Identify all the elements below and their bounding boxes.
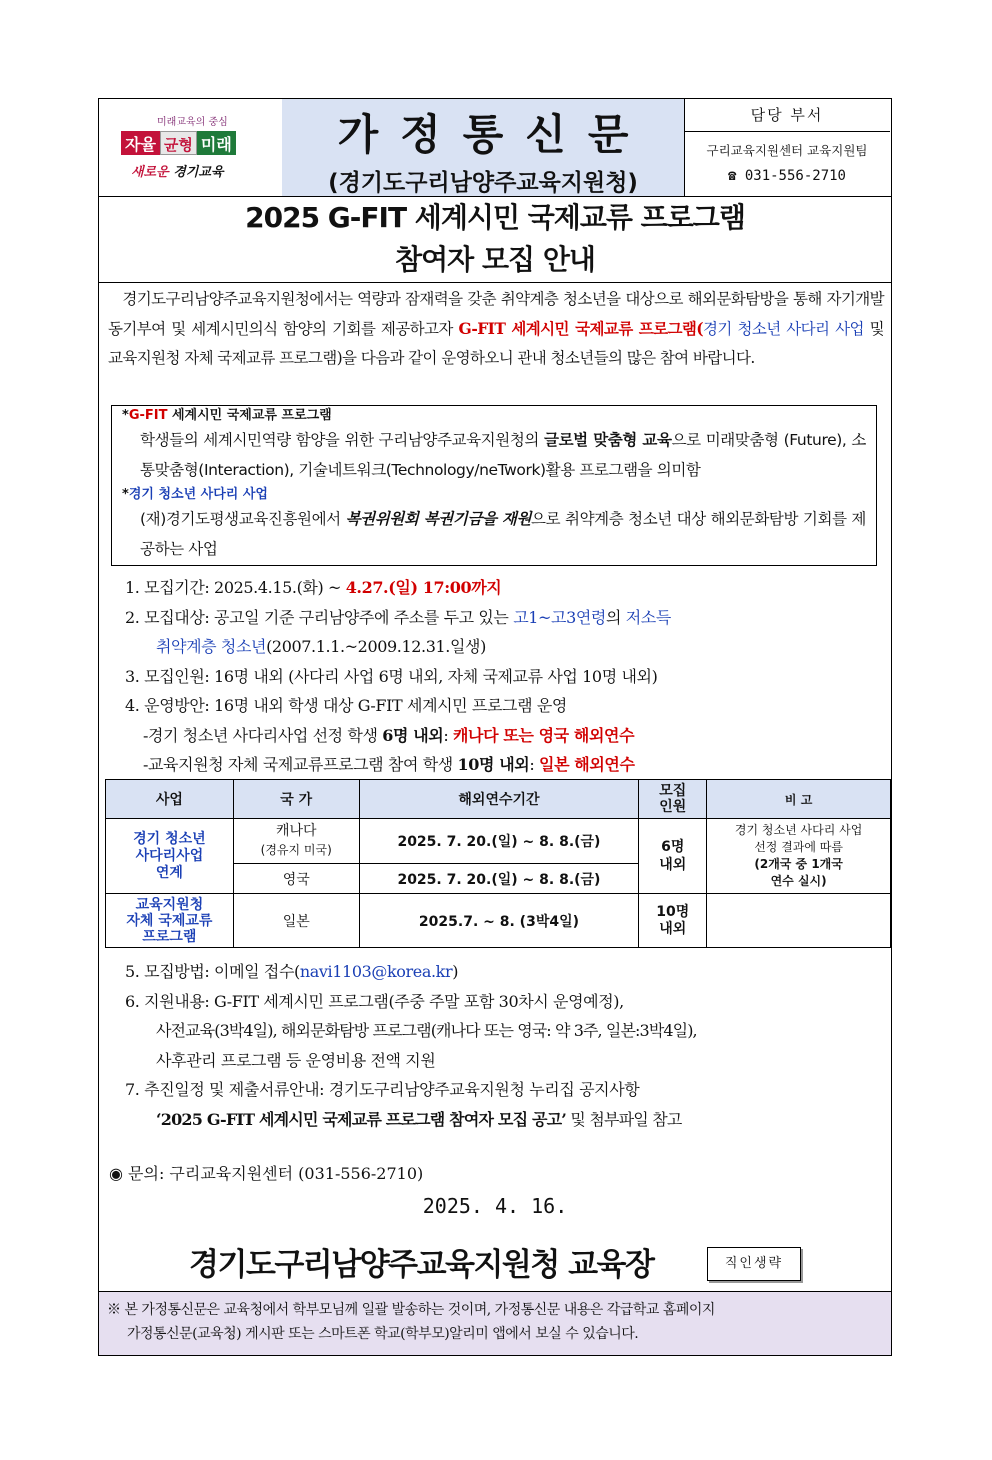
item-count: 3. 모집인원: 16명 내외 (사다리 사업 6명 내외, 자체 국제교류 사업 10명 내외) [125, 666, 658, 686]
footer-line-1: ※ 본 가정통신문은 교육청에서 학부모님께 일괄 발송하는 것이며, 가정통신문 내용은 각급학교 홈페이지 [107, 1302, 715, 1318]
cell-period: 2025. 7. 20.(일) ~ 8. 8.(금) [359, 864, 639, 894]
definition-box [111, 405, 877, 566]
note-heading-gfit: *G-FIT 세계시민 국제교류 프로그램 [122, 408, 332, 423]
item-period: 1. 모집기간: 2025.4.15.(화) ~ 4.27.(일) 17:00까지 [125, 578, 502, 597]
signature: 경기도구리남양주교육지원청 교육장 [189, 1247, 654, 1283]
cell-period: 2025. 7. 20.(일) ~ 8. 8.(금) [359, 819, 639, 864]
cell-program: 교육지원청 자체 국제교류 프로그램 [106, 894, 234, 948]
cell-note: 경기 청소년 사다리 사업 선정 결과에 따름 (2개국 중 1개국 연수 실시) [707, 819, 891, 894]
headline-line-2: 참여자 모집 안내 [395, 243, 595, 276]
item-method-sub-1: -경기 청소년 사다리사업 선정 학생 6명 내외: 캐나다 또는 영국 해외연수 [143, 725, 635, 745]
logo-word-3: 미래 [197, 131, 236, 155]
document-frame [98, 98, 892, 1356]
header [99, 99, 891, 197]
item-target: 2. 모집대상: 공고일 기준 구리남양주에 주소를 두고 있는 고1~고3연령의 저소득 [125, 607, 671, 627]
item-support-cont-2: 사후관리 프로그램 등 운영비용 전액 지원 [156, 1050, 436, 1070]
cell-country: 캐나다 (경유지 미국) [233, 819, 359, 864]
footer-note [99, 1291, 891, 1355]
education-logo [99, 99, 283, 196]
intro-paragraph: 경기도구리남양주교육지원청에서는 역량과 잠재력을 갖춘 취약계층 청소년을 대상으로 해외문화탐방을 통해 자기개발 동기부여 및 세계시민의식 함양의 기회를 제공하고자 G-FIT 세계시민 국제교류 프로그램(경기 청소년 사다리 사업 및 교육지원청 자체 국제교류 프로그램)을 다음과 같이 운영하오니 관내 청소년들의 많은 참여 바랍니다. [108, 290, 884, 367]
contact-info: ◉ 문의: 구리교육지원센터 (031-556-2710) [109, 1164, 424, 1183]
divider [99, 282, 891, 283]
info-list-1 [125, 573, 889, 780]
cell-country: 일본 [233, 894, 359, 948]
note-text-gfit: 학생들의 세계시민역량 함양을 위한 구리남양주교육지원청의 글로벌 맞춤형 교육으로 미래맞춤형 (Future), 소통맞춤형(Interaction), 기술네트워크(Technology/neTwork)활용 프로그램을 의미함 [140, 431, 866, 479]
cell-program: 경기 청소년 사다리사업 연계 [106, 819, 234, 894]
logo-word-2: 균형 [160, 131, 197, 155]
table-row [106, 819, 891, 864]
dept-name: 구리교육지원센터 교육지원팀 [706, 143, 868, 158]
cell-count: 10명 내외 [639, 894, 707, 948]
cell-country: 영국 [233, 864, 359, 894]
page-subtitle: (경기도구리남양주교육지원청) [328, 170, 638, 196]
th-note: 비 고 [707, 780, 891, 819]
note-heading-ladder: *경기 청소년 사다리 사업 [122, 487, 268, 502]
program-table [105, 779, 891, 948]
department-box [684, 99, 890, 196]
item-schedule-cont: ‘2025 G-FIT 세계시민 국제교류 프로그램 참여자 모집 공고’ 및 첨부파일 참고 [156, 1109, 682, 1129]
cell-note [707, 894, 891, 948]
item-support-cont-1: 사전교육(3박4일), 해외문화탐방 프로그램(캐나다 또는 영국: 약 3주, 일본:3박4일), [156, 1021, 697, 1040]
issue-date: 2025. 4. 16. [422, 1194, 568, 1218]
note-text-ladder: (재)경기도평생교육진흥원에서 복권위원회 복권기금을 재원으로 취약계층 청소년 대상 해외문화탐방 기회를 제공하는 사업 [140, 510, 867, 558]
logo-slogan: 미래교육의 중심 [157, 117, 228, 128]
logo-tagline: 새로운 경기교육 [131, 165, 224, 180]
logo-boxes [121, 131, 236, 155]
item-method: 4. 운영방안: 16명 내외 학생 대상 G-FIT 세계시민 프로그램 운영 [125, 696, 567, 715]
official-stamp: 직인생략 [707, 1247, 801, 1281]
headline-line-1: 2025 G-FIT 세계시민 국제교류 프로그램 [245, 201, 745, 234]
title-box [282, 99, 685, 196]
dept-phone: ☎ 031-556-2710 [727, 168, 846, 184]
table-header [106, 780, 891, 819]
item-apply: 5. 모집방법: 이메일 접수(navi1103@korea.kr) [125, 962, 459, 981]
item-method-sub-2: -교육지원청 자체 국제교류프로그램 참여 학생 10명 내외: 일본 해외연수 [143, 755, 635, 774]
page-title: 가정통신문 [337, 110, 651, 159]
th-country: 국 가 [233, 780, 359, 819]
headline [99, 197, 891, 281]
th-count: 모집 인원 [639, 780, 707, 819]
cell-period: 2025.7. ~ 8. (3박4일) [359, 894, 639, 948]
logo-word-1: 자율 [121, 131, 160, 155]
th-period: 해외연수기간 [359, 780, 639, 819]
item-target-cont: 취약계층 청소년(2007.1.1.~2009.12.31.일생) [156, 637, 486, 656]
info-list-2 [125, 957, 889, 1134]
item-support: 6. 지원내용: G-FIT 세계시민 프로그램(주중 주말 포함 30차시 운영예정), [125, 991, 624, 1011]
table-row [106, 894, 891, 948]
item-schedule: 7. 추진일정 및 제출서류안내: 경기도구리남양주교육지원청 누리집 공지사항 [125, 1080, 640, 1099]
cell-count: 6명 내외 [639, 819, 707, 894]
footer-line-2: 가정통신문(교육청) 게시판 또는 스마트폰 학교(학부모)알리미 앱에서 보실 수 있습니다. [127, 1326, 639, 1342]
dept-label: 담당 부서 [684, 99, 890, 132]
th-program: 사업 [106, 780, 234, 819]
